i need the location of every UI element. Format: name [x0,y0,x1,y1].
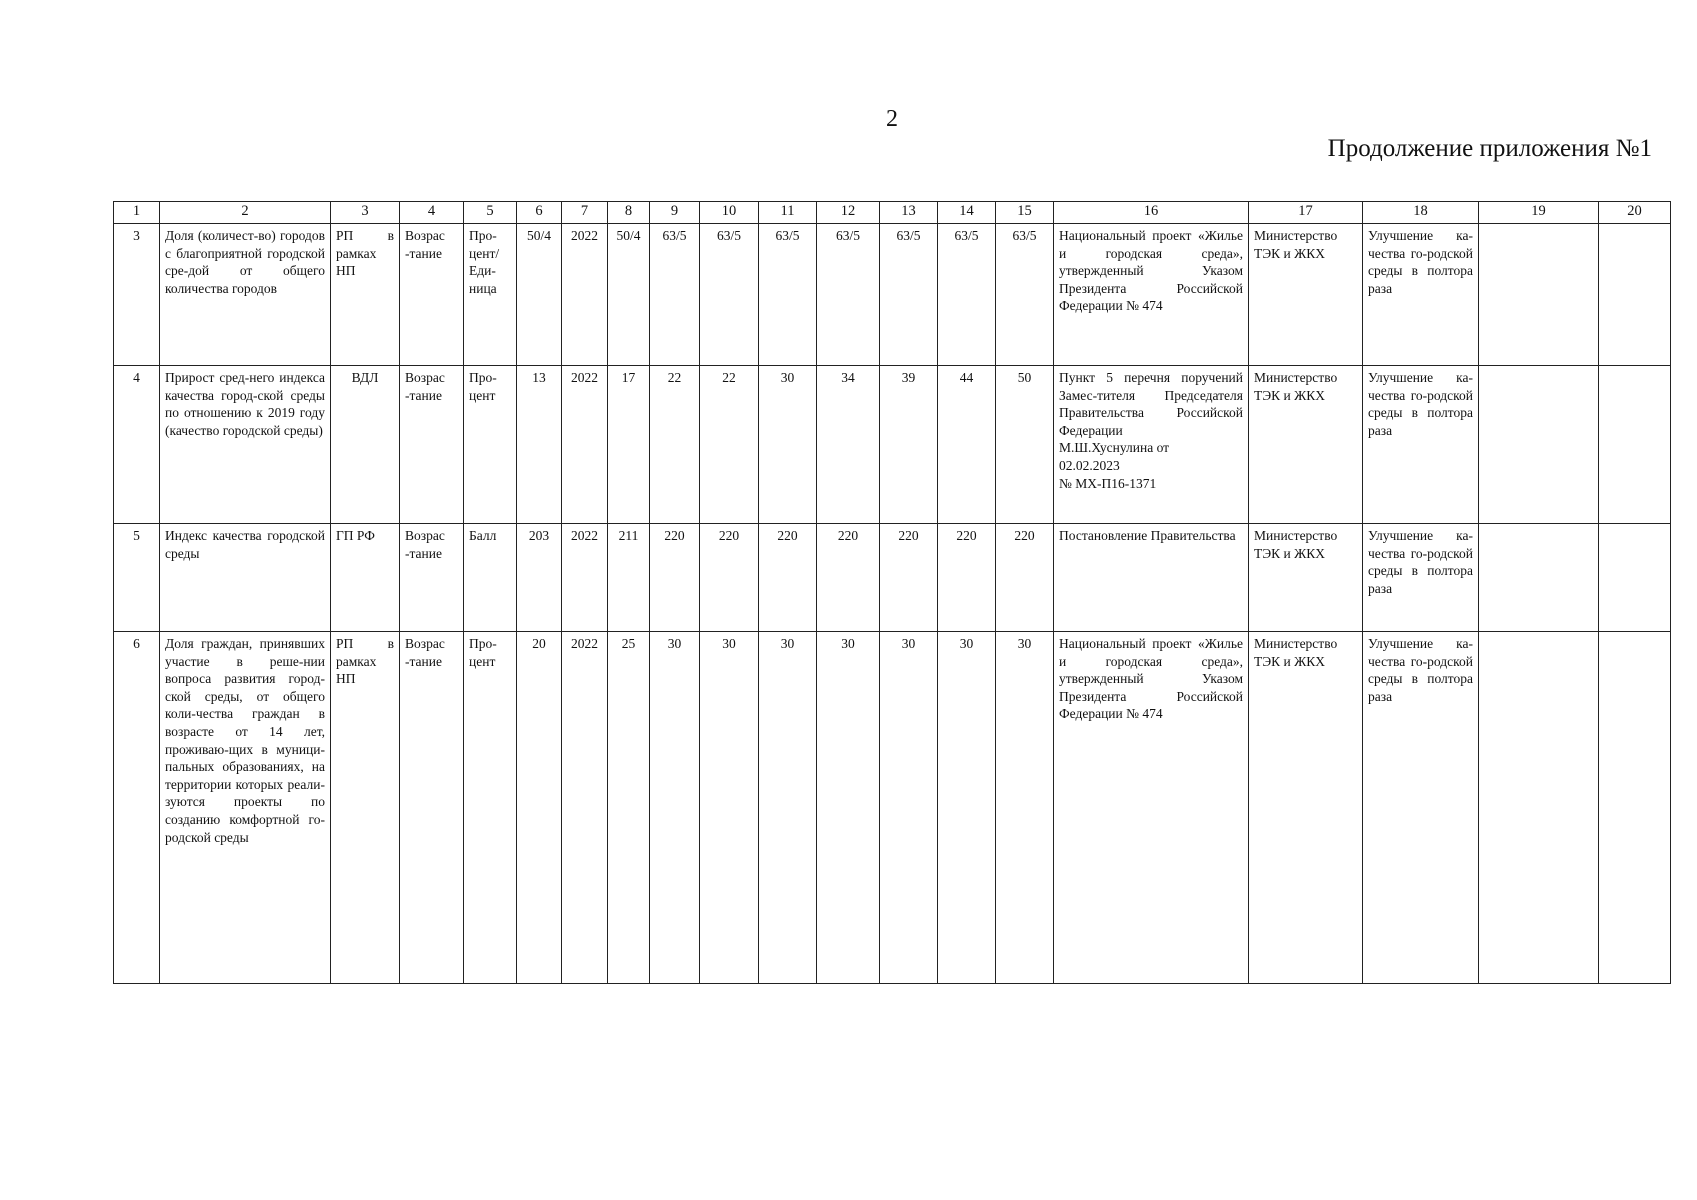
header-cell: 11 [759,202,817,224]
base-value: 13 [517,366,562,524]
header-cell: 13 [880,202,938,224]
header-cell: 5 [464,202,517,224]
header-cell: 7 [562,202,608,224]
indicator-trend: Возрас -тание [400,366,464,524]
blank-cell [1599,632,1671,984]
responsible-body: Министерство ТЭК и ЖКХ [1249,632,1363,984]
year-value: 220 [938,524,996,632]
indicator-trend: Возрас -тание [400,524,464,632]
year-value: 30 [938,632,996,984]
indicator-trend: Возрас -тание [400,224,464,366]
indicator-unit: Про-цент [464,632,517,984]
blank-cell [1599,224,1671,366]
row-number: 5 [114,524,160,632]
indicator-level: ГП РФ [331,524,400,632]
header-cell: 4 [400,202,464,224]
year-value: 17 [608,366,650,524]
header-cell: 12 [817,202,880,224]
year-value: 63/5 [817,224,880,366]
header-cell: 10 [700,202,759,224]
responsible-body: Министерство ТЭК и ЖКХ [1249,524,1363,632]
year-value: 39 [880,366,938,524]
year-value: 22 [650,366,700,524]
base-year: 2022 [562,224,608,366]
indicator-name: Индекс качества городской среды [160,524,331,632]
header-cell: 1 [114,202,160,224]
year-value: 211 [608,524,650,632]
blank-cell [1479,366,1599,524]
year-value: 30 [759,632,817,984]
row-number: 4 [114,366,160,524]
indicator-name: Доля (количест-во) городов с благоприятной городской сре-дой от общего количества городов [160,224,331,366]
year-value: 30 [700,632,759,984]
year-value: 22 [700,366,759,524]
expected-result: Улучшение ка-чества го-родской среды в полтора раза [1363,632,1479,984]
year-value: 30 [996,632,1054,984]
indicator-trend: Возрас -тание [400,632,464,984]
blank-cell [1479,524,1599,632]
header-cell: 19 [1479,202,1599,224]
indicator-name: Прирост сред-него индекса качества город-ской среды по отношению к 2019 году (качество городской среды) [160,366,331,524]
indicator-unit: Про-цент [464,366,517,524]
year-value: 63/5 [938,224,996,366]
indicator-unit: Про-цент/ Еди-ница [464,224,517,366]
legal-basis: Постановление Правительства [1054,524,1249,632]
expected-result: Улучшение ка-чества го-родской среды в полтора раза [1363,366,1479,524]
responsible-body: Министерство ТЭК и ЖКХ [1249,366,1363,524]
indicator-level: РП в рамках НП [331,632,400,984]
table-row [114,524,1671,632]
year-value: 30 [650,632,700,984]
year-value: 63/5 [700,224,759,366]
year-value: 30 [759,366,817,524]
header-cell: 14 [938,202,996,224]
header-cell: 9 [650,202,700,224]
header-cell: 8 [608,202,650,224]
legal-basis: Национальный проект «Жилье и городская среда», утвержденный Указом Президента Российской Федерации № 474 [1054,224,1249,366]
base-value: 203 [517,524,562,632]
blank-cell [1599,366,1671,524]
header-cell: 17 [1249,202,1363,224]
year-value: 220 [996,524,1054,632]
header-cell: 6 [517,202,562,224]
indicator-unit: Балл [464,524,517,632]
base-year: 2022 [562,366,608,524]
indicators-table [113,201,1671,984]
year-value: 34 [817,366,880,524]
row-number: 3 [114,224,160,366]
header-cell: 16 [1054,202,1249,224]
indicator-name: Доля граждан, принявших участие в реше-нии вопроса развития город-ской среды, от общего коли-чества граждан в возрасте от 14 лет, проживаю-щих в муници-пальных образованиях, на территории которых реали-зуются проекты по созданию комфортной го-родской среды [160,632,331,984]
header-cell: 18 [1363,202,1479,224]
legal-basis-signatory: М.Ш.Хуснулина от [1059,440,1170,456]
legal-basis [1054,366,1249,524]
blank-cell [1479,224,1599,366]
legal-basis: Национальный проект «Жилье и городская среда», утвержденный Указом Президента Российской Федерации № 474 [1054,632,1249,984]
table-row [114,632,1671,984]
year-value: 25 [608,632,650,984]
appendix-title: Продолжение приложения №1 [1327,135,1652,162]
base-year: 2022 [562,632,608,984]
header-row [114,202,1671,224]
header-cell: 2 [160,202,331,224]
blank-cell [1479,632,1599,984]
year-value: 50 [996,366,1054,524]
year-value: 220 [880,524,938,632]
expected-result: Улучшение ка-чества го-родской среды в полтора раза [1363,524,1479,632]
legal-basis-date: 02.02.2023 [1059,457,1120,473]
year-value: 63/5 [650,224,700,366]
indicator-level: ВДЛ [331,366,400,524]
responsible-body: Министерство ТЭК и ЖКХ [1249,224,1363,366]
header-cell: 15 [996,202,1054,224]
base-value: 20 [517,632,562,984]
legal-basis-number: № МХ-П16-1371 [1059,475,1157,491]
year-value: 220 [759,524,817,632]
year-value: 220 [817,524,880,632]
year-value: 30 [817,632,880,984]
header-cell: 20 [1599,202,1671,224]
blank-cell [1599,524,1671,632]
year-value: 63/5 [759,224,817,366]
year-value: 220 [700,524,759,632]
year-value: 63/5 [996,224,1054,366]
year-value: 220 [650,524,700,632]
page-number: 2 [886,106,898,132]
row-number: 6 [114,632,160,984]
legal-basis-text: Пункт 5 перечня поручений Замес-тителя Председателя Правительства Российской Федерации [1059,370,1243,438]
year-value: 44 [938,366,996,524]
year-value: 63/5 [880,224,938,366]
year-value: 50/4 [608,224,650,366]
table-row [114,366,1671,524]
base-value: 50/4 [517,224,562,366]
expected-result: Улучшение ка-чества го-родской среды в полтора раза [1363,224,1479,366]
year-value: 30 [880,632,938,984]
header-cell: 3 [331,202,400,224]
base-year: 2022 [562,524,608,632]
indicator-level: РП в рамках НП [331,224,400,366]
table-row [114,224,1671,366]
